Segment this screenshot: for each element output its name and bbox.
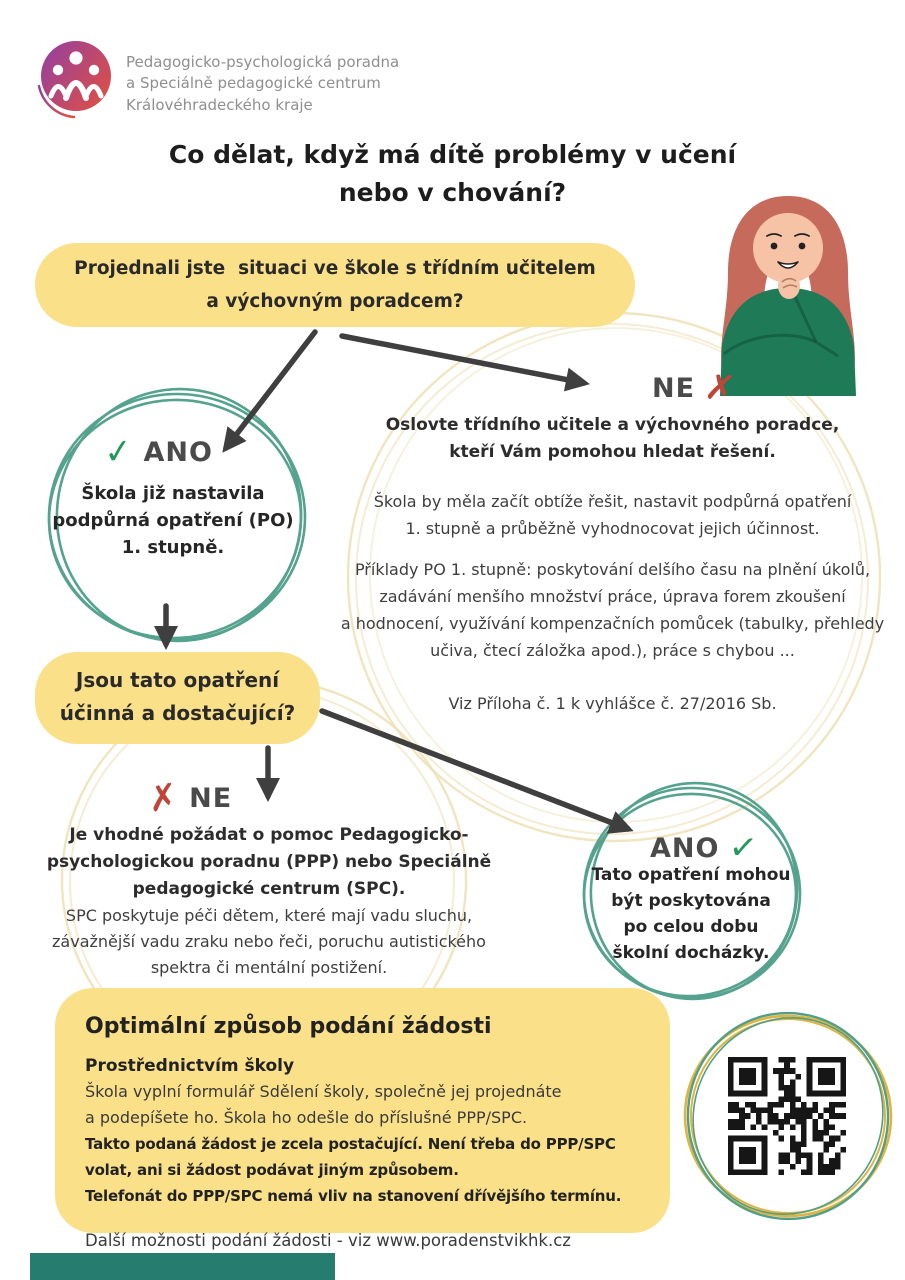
application-info-box — [55, 988, 670, 1250]
text-line: Příklady PO 1. stupně: poskytování delšího času na plnění úkolů, — [354, 560, 871, 579]
text-line: Škola by měla začít obtíže řešit, nastavit podpůrná opatření — [373, 492, 852, 511]
text-line: volat, ani si žádost podávat jiným způsobem. — [85, 1161, 459, 1179]
ne-bottom-text — [28, 822, 510, 981]
title-line: nebo v chování? — [338, 178, 567, 207]
ano-right-text — [585, 862, 797, 966]
text-line: pedagogické centrum (SPC). — [132, 879, 406, 899]
text-line: Tato opatření mohou — [591, 865, 791, 885]
text-line: 1. stupně. — [121, 537, 225, 558]
text-line: Je vhodné požádat o pomoc Pedagogicko- — [69, 825, 469, 845]
text-line: podpůrná opatření (PO) — [52, 510, 294, 531]
cross-icon: ✗ — [702, 366, 739, 411]
organization-name — [126, 52, 399, 116]
footer-accent-bar — [30, 1253, 335, 1280]
ne-label: NE — [652, 373, 696, 404]
question-bubble-school — [35, 243, 635, 327]
question-line: účinná a dostačující? — [59, 701, 296, 725]
text-line: závažnější vadu zraku nebo řeči, poruchu autistického — [52, 932, 486, 951]
thinking-woman-illustration — [688, 184, 888, 396]
text-line: zadávání menšího množství práce, úprava forem zkoušení — [379, 587, 846, 606]
question-line: a výchovným poradcem? — [206, 291, 464, 312]
answer-ne-bottom — [145, 776, 233, 821]
text-line: školní docházky. — [612, 943, 770, 963]
title-line: Co dělat, když má dítě problémy v učení — [168, 140, 737, 169]
ne-right-text — [330, 412, 895, 717]
text-line: 1. stupně a průběžně vyhodnocovat jejich účinnost. — [405, 519, 820, 538]
text-line: Škola vyplní formulář Sdělení školy, společně jej projednáte — [85, 1082, 562, 1101]
answer-ano-left — [101, 430, 213, 474]
text-line: Škola již nastavila — [81, 483, 265, 504]
check-icon: ✓ — [727, 826, 761, 870]
qr-code — [728, 1057, 846, 1175]
text-line: být poskytována — [611, 891, 771, 911]
legal-reference: Viz Příloha č. 1 k vyhlášce č. 27/2016 Sb. — [448, 694, 777, 713]
question-line: Projednali jste situaci ve škole s třídním učitelem — [74, 258, 596, 279]
cross-icon: ✗ — [145, 776, 182, 821]
text-line: spektra či mentální postižení. — [150, 958, 388, 977]
check-icon: ✓ — [101, 430, 136, 474]
answer-ne-right — [652, 366, 739, 411]
org-line: a Speciálně pedagogické centrum — [126, 74, 381, 93]
question-line: Jsou tato opatření — [75, 668, 280, 692]
text-line: po celou dobu — [623, 917, 759, 937]
ano-label: ANO — [650, 832, 720, 864]
text-line: Oslovte třídního učitele a výchovného poradce, — [385, 415, 840, 435]
organization-logo — [28, 32, 122, 126]
text-line: a podepíšete ho. Škola ho odešle do příslušné PPP/SPC. — [85, 1108, 528, 1127]
text-line: učiva, čtecí záložka apod.), práce s chybou ... — [430, 641, 795, 660]
text-line: kteří Vám pomohou hledat řešení. — [449, 442, 776, 462]
website-reference: Další možnosti podání žádosti - viz www.poradenstvikhk.cz — [85, 1231, 571, 1250]
question-bubble-effective — [35, 652, 320, 744]
text-line: psychologickou poradnu (PPP) nebo Speciálně — [46, 852, 492, 872]
text-line: Telefonát do PPP/SPC nemá vliv na stanovení dřívějšího termínu. — [85, 1187, 622, 1205]
text-line: a hodnocení, využívání kompenzačních pomůcek (tabulky, přehledy — [340, 614, 885, 633]
org-line: Pedagogicko-psychologická poradna — [126, 53, 400, 71]
text-line: Takto podaná žádost je zcela postačující. Není třeba do PPP/SPC — [85, 1135, 616, 1153]
logo-icon — [28, 32, 122, 126]
text-line: SPC poskytuje péči dětem, které mají vadu sluchu, — [65, 906, 473, 925]
info-box-subtitle: Prostřednictvím školy — [85, 1056, 295, 1076]
ano-label: ANO — [143, 436, 213, 468]
page-title — [0, 136, 905, 212]
ne-label: NE — [189, 783, 233, 814]
ano-left-text — [40, 480, 306, 561]
info-box-title: Optimální způsob podání žádosti — [85, 1014, 492, 1039]
org-line: Královéhradeckého kraje — [126, 95, 313, 114]
